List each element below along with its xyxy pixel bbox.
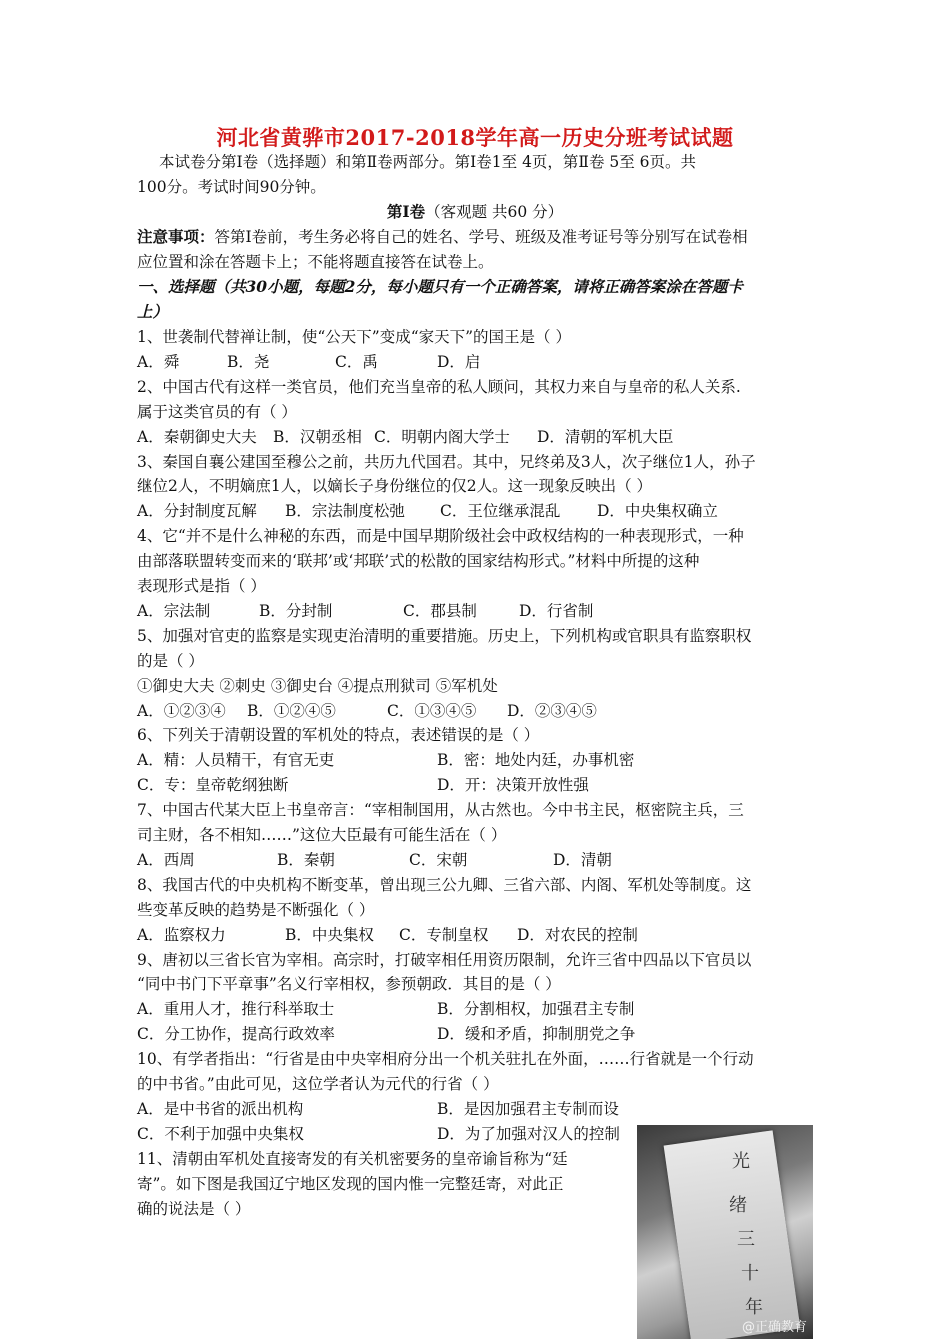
question-8-option: C．专制皇权 [399, 925, 489, 944]
part-heading-line-1: 一、选择题（共30小题，每题2分，每小题只有一个正确答案，请将正确答案涂在答题卡 [137, 277, 743, 296]
question-9-option: B．分割相权，加强君主专制 [437, 1000, 635, 1019]
question-3-option: C．王位继承混乱 [440, 502, 561, 521]
photo-glyph: 年 [745, 1297, 763, 1318]
question-6-line: 6、下列关于清朝设置的军机处的特点，表述错误的是（ ） [137, 726, 540, 745]
question-6-option: D．开：决策开放性强 [437, 776, 589, 795]
question-7-line: 司主财，各不相知……”这位大臣最有可能生活在（ ） [137, 826, 507, 844]
question-4-option: A．宗法制 [137, 601, 211, 620]
question-4-option: D．行省制 [519, 601, 594, 620]
question-1-option: C．禹 [335, 352, 378, 371]
question-6-option: B．密：地处内廷，办事机密 [437, 751, 635, 770]
question-7-line: 7、中国古代某大臣上书皇帝言：“宰相制国用，从古然也。今中书主民，枢密院主兵，三 [137, 801, 744, 820]
question-3-option: B．宗法制度松弛 [285, 502, 405, 521]
question-8-line: 8、我国古代的中央机构不断变革，曾出现三公九卿、三省六部、内阁、军机处等制度。这 [137, 875, 752, 894]
question-5-line: ①御史大夫 ②刺史 ③御史台 ④提点刑狱司 ⑤军机处 [137, 676, 498, 695]
question-8-option: B．中央集权 [285, 925, 374, 944]
question-9-line: 9、唐初以三省长官为宰相。高宗时，打破宰相任用资历限制，允许三省中四品以下官员以 [137, 950, 752, 969]
question-5-option: B．①②④⑤ [247, 701, 336, 720]
question-9-option: D．缓和矛盾，抑制朋党之争 [437, 1025, 636, 1044]
question-11-line: 确的说法是（ ） [137, 1199, 251, 1218]
question-10-option: B．是因加强君主专制而设 [437, 1099, 619, 1118]
question-4-line: 由部落联盟转变而来的‘联邦’或‘邦联’式的松散的国家结构形式。”材料中所提的这种 [137, 552, 700, 571]
part-heading-line-2: 上） [137, 302, 169, 321]
question-4-line: 表现形式是指（ ） [137, 577, 266, 595]
question-9-option: C．分工协作，提高行政效率 [137, 1025, 335, 1044]
question-10-line: 的中书省。”由此可见，这位学者认为元代的行省（ ） [137, 1075, 499, 1093]
intro-line-1: 本试卷分第Ⅰ卷（选择题）和第Ⅱ卷两部分。第Ⅰ卷1至 4页，第Ⅱ卷 5至 6页。共 [159, 153, 697, 171]
notice-line-1 [137, 227, 748, 247]
question-5-option: D．②③④⑤ [507, 701, 597, 720]
question-9-option: A．重用人才，推行科举取士 [137, 1000, 335, 1019]
question-10-option: D．为了加强对汉人的控制 [437, 1124, 620, 1143]
question-11-line: 11、清朝由军机处直接寄发的有关机密要务的皇帝谕旨称为“廷 [137, 1149, 568, 1168]
question-11-line: 寄”。如下图是我国辽宁地区发现的国内惟一完整廷寄，对此正 [137, 1174, 564, 1193]
question-4-option: C．郡县制 [403, 601, 477, 620]
question-2-option: C．明朝内阁大学士 [374, 427, 510, 446]
question-8-option: D．对农民的控制 [517, 925, 638, 944]
question-7-option: B．秦朝 [277, 850, 335, 869]
photo-glyph: 光 [732, 1151, 750, 1172]
question-5-option: A．①②③④ [137, 701, 226, 720]
question-7-option: C．宋朝 [409, 850, 468, 869]
question-2-option: A．秦朝御史大夫 [137, 427, 257, 446]
question-2-line: 2、中国古代有这样一类官员，他们充当皇帝的私人顾问，其权力来自与皇帝的私人关系. [137, 377, 741, 396]
question-2-line: 属于这类官员的有（ ） [137, 402, 297, 421]
tingji-photo [637, 1125, 813, 1339]
question-5-line: 5、加强对官吏的监察是实现吏治清明的重要措施。历史上，下列机构或官职具有监察职权 [137, 626, 752, 645]
notice-text-1: 答第Ⅰ卷前，考生务必将自己的姓名、学号、班级及准考证号等分别写在试卷相 [214, 228, 748, 246]
photo-watermark: @正确教育 [741, 1320, 807, 1335]
question-2-option: D．清朝的军机大臣 [537, 427, 674, 446]
question-3-line: 3、秦国自襄公建国至穆公之前，共历九代国君。其中，兄终弟及3人，次子继位1人，孙子 [137, 452, 756, 471]
intro-line-2: 100分。考试时间90分钟。 [137, 178, 326, 196]
question-10-option: C．不利于加强中央集权 [137, 1124, 304, 1143]
question-10-option: A．是中书省的派出机构 [137, 1099, 304, 1118]
question-1-option: D．启 [437, 352, 481, 371]
question-9-line: “同中书门下平章事”名义行宰相权，参预朝政．其目的是（ ） [137, 975, 561, 994]
question-1-line: 1、世袭制代替禅让制，使“公天下”变成“家天下”的国王是（ ） [137, 328, 571, 346]
photo-glyph: 绪 [729, 1195, 747, 1216]
question-7-option: A．西周 [137, 850, 195, 869]
notice-line-2: 应位置和涂在答题卡上；不能将题直接答在试卷上。 [137, 253, 494, 271]
question-2-option: B．汉朝丞相 [273, 427, 362, 446]
question-5-option: C．①③④⑤ [387, 701, 477, 720]
question-10-line: 10、有学者指出：“行省是由中央宰相府分出一个机关驻扎在外面，……行省就是一个行动 [137, 1050, 754, 1069]
question-6-option: A．精：人员精干，有官无吏 [137, 751, 335, 770]
question-7-option: D．清朝 [553, 850, 612, 869]
question-4-line: 4、它“并不是什么神秘的东西，而是中国早期阶级社会中政权结构的一种表现形式，一种 [137, 527, 744, 546]
page-title: 河北省黄骅市2017-2018学年高一历史分班考试试题 [216, 125, 734, 150]
section-heading-bold: 第Ⅰ卷 [386, 202, 426, 221]
question-8-option: A．监察权力 [137, 925, 226, 944]
question-4-option: B．分封制 [259, 601, 333, 620]
section-heading [0, 200, 950, 222]
question-3-option: D．中央集权确立 [597, 502, 718, 521]
question-1-option: B．尧 [227, 352, 270, 371]
photo-glyph: 十 [741, 1263, 759, 1284]
question-3-line: 继位2人，不明嫡庶1人，以嫡长子身份继位的仅2人。这一现象反映出（ ） [137, 477, 653, 496]
section-heading-rest: （客观题 共60 分） [425, 203, 564, 221]
notice-label: 注意事项： [137, 227, 215, 246]
photo-glyph: 三 [737, 1229, 755, 1250]
question-8-line: 些变革反映的趋势是不断强化（ ） [137, 900, 375, 919]
question-1-option: A．舜 [137, 352, 180, 371]
question-6-option: C．专：皇帝乾纲独断 [137, 776, 289, 795]
question-5-line: 的是（ ） [137, 651, 204, 670]
question-3-option: A．分封制度瓦解 [137, 502, 257, 521]
